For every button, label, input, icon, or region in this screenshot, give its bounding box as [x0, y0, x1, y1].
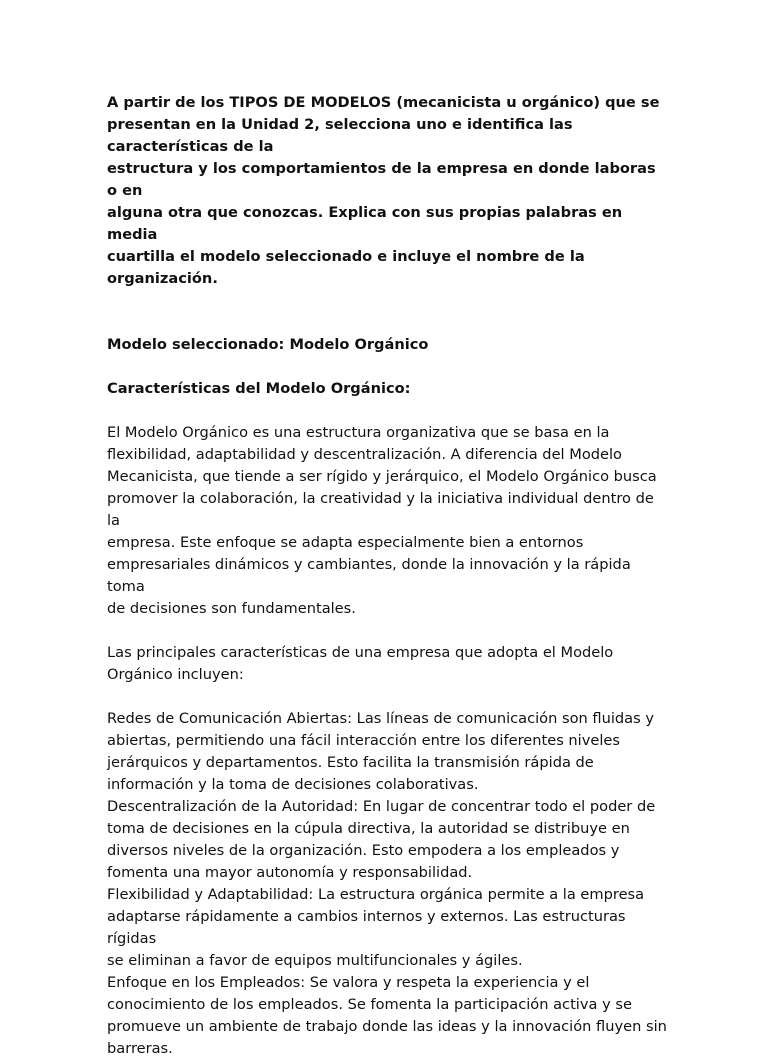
document-page	[107, 92, 667, 1060]
list-item-employees: Enfoque en los Empleados: Se valora y respeta la experiencia y el conocimiento de los empleados. Se fomenta la participación activa y se promueve un ambiente de trabajo donde las ideas y la innovación fluyen sin barreras.	[107, 974, 667, 1057]
list-item-flexibility: Flexibilidad y Adaptabilidad: La estructura orgánica permite a la empresa adaptarse rápidamente a cambios internos y externos. Las estructuras rígidas se eliminan a favor de equipos multifuncionales y ágiles.	[107, 886, 645, 969]
list-item-communication: Redes de Comunicación Abiertas: Las líneas de comunicación son fluidas y abiertas, permitiendo una fácil interacción entre los diferentes niveles jerárquicos y departamentos. Esto facilita la transmisión rápida de información y la toma de decisiones colaborativas.	[107, 710, 654, 793]
intro-paragraph: El Modelo Orgánico es una estructura organizativa que se basa en la flexibilidad, adaptabilidad y descentralización. A diferencia del Modelo Mecanicista, que tiende a ser rígido y jerárquico, el Modelo Orgánico busca promover la colaboración, la creatividad y la iniciativa individual dentro de la empresa. Este enfoque se adapta especialmente bien a entornos empresariales dinámicos y cambiantes, donde la innovación y la rápida toma de decisiones son fundamentales.	[107, 424, 657, 617]
assignment-prompt: A partir de los TIPOS DE MODELOS (mecanicista u orgánico) que se presentan en la Unidad 2, selecciona uno e identifica las características de la estructura y los comportamientos de la empresa en donde laboras o en alguna otra que conozcas. Explica con sus propias palabras en media cuartilla el modelo seleccionado e incluye el nombre de la organización.	[107, 94, 660, 287]
selected-model-heading: Modelo seleccionado: Modelo Orgánico	[107, 336, 429, 353]
list-intro: Las principales características de una empresa que adopta el Modelo Orgánico incluyen:	[107, 644, 614, 683]
characteristics-heading: Características del Modelo Orgánico:	[107, 380, 411, 397]
list-item-decentralization: Descentralización de la Autoridad: En lugar de concentrar todo el poder de toma de decisiones en la cúpula directiva, la autoridad se distribuye en diversos niveles de la organización. Esto empodera a los empleados y fomenta una mayor autonomía y responsabilidad.	[107, 798, 656, 881]
